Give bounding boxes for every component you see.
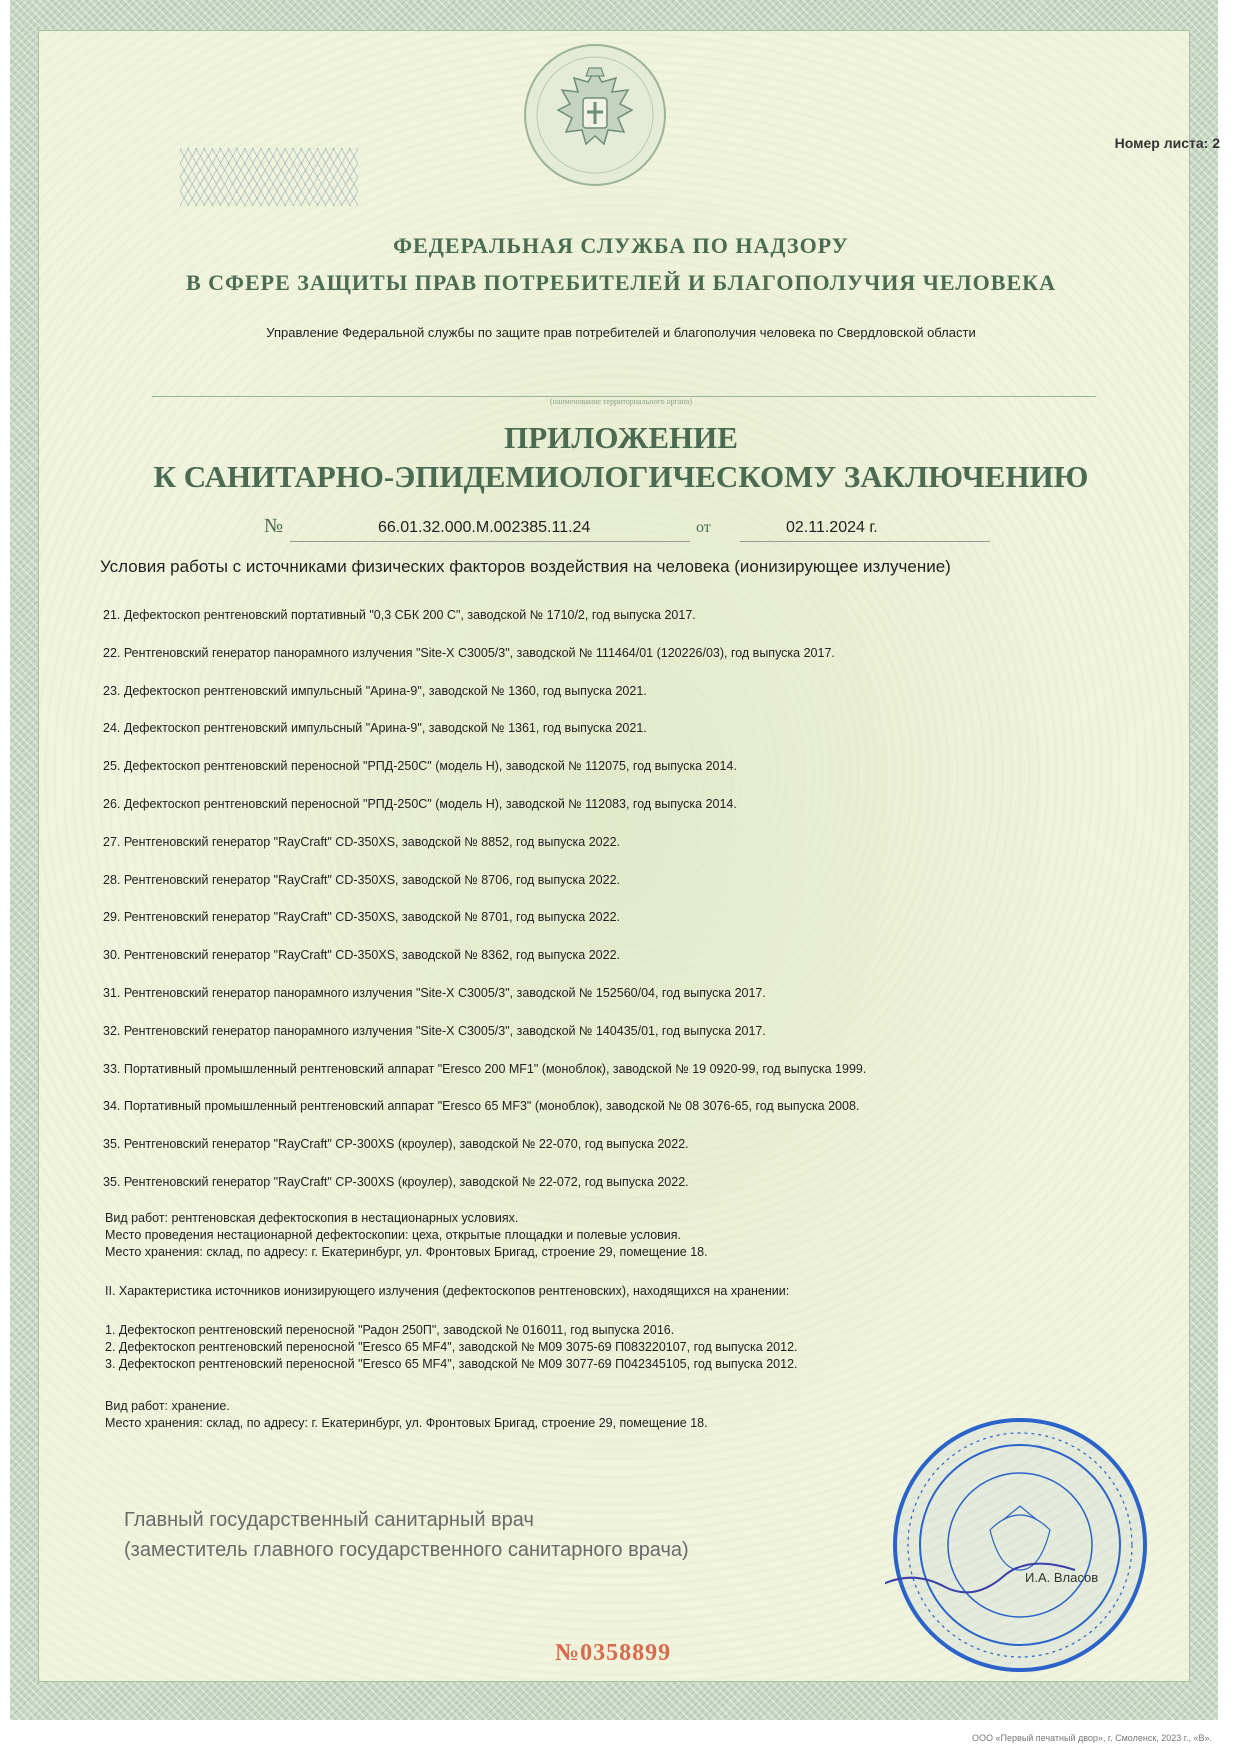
work-conditions-block bbox=[105, 1210, 708, 1261]
list-item: 23. Дефектоскоп рентгеновский импульсный "Арина-9", заводской № 1360, год выпуска 2021. bbox=[103, 683, 647, 698]
list-item: 35. Рентгеновский генератор "RayCraft" CP-300XS (кроулер), заводской № 22-070, год выпуска 2022. bbox=[103, 1137, 689, 1152]
date-from-label: от bbox=[696, 519, 711, 536]
sheet-number: Номер листа: 2 bbox=[1114, 135, 1220, 151]
storage-block bbox=[105, 1398, 708, 1432]
list-item: 27. Рентгеновский генератор "RayCraft" CD-350XS, заводской № 8852, год выпуска 2022. bbox=[103, 834, 620, 849]
document-title-line2: К САНИТАРНО-ЭПИДЕМИОЛОГИЧЕСКОМУ ЗАКЛЮЧЕНИЮ bbox=[153, 459, 1089, 494]
list-item: 35. Рентгеновский генератор "RayCraft" CP-300XS (кроулер), заводской № 22-072, год выпуска 2022. bbox=[103, 1174, 689, 1189]
section2-heading: II. Характеристика источников ионизирующего излучения (дефектоскопов рентгеновских), находящихся на хранении: bbox=[105, 1284, 790, 1298]
list-item: 21. Дефектоскоп рентгеновский портативный "0,3 СБК 200 С", заводской № 1710/2, год выпуска 2017. bbox=[103, 608, 696, 622]
office-caption: (наименование территориального органа) bbox=[550, 397, 692, 406]
storage-location: Место хранения: склад, по адресу: г. Екатеринбург, ул. Фронтовых Бригад, строение 29, помещение 18. bbox=[105, 1245, 708, 1259]
list-item: 22. Рентгеновский генератор панорамного излучения "Site-X C3005/3", заводской № 111464/01 (120226/03), год выпуска 2017. bbox=[103, 645, 835, 660]
storage-address: Место хранения: склад, по адресу: г. Екатеринбург, ул. Фронтовых Бригад, строение 29, помещение 18. bbox=[105, 1416, 708, 1430]
form-serial-number: №0358899 bbox=[555, 1640, 672, 1666]
agency-title-line2: В СФЕРЕ ЗАЩИТЫ ПРАВ ПОТРЕБИТЕЛЕЙ И БЛАГОПОЛУЧИЯ ЧЕЛОВЕКА bbox=[186, 270, 1056, 295]
list-item: 25. Дефектоскоп рентгеновский переносной "РПД-250С" (модель Н), заводской № 112075, год выпуска 2014. bbox=[103, 759, 737, 774]
list-item: 28. Рентгеновский генератор "RayCraft" CD-350XS, заводской № 8706, год выпуска 2022. bbox=[103, 872, 620, 887]
list-item: 26. Дефектоскоп рентгеновский переносной "РПД-250С" (модель Н), заводской № 112083, год выпуска 2014. bbox=[103, 796, 737, 811]
signer-line2: (заместитель главного государственного санитарного врача) bbox=[124, 1539, 689, 1561]
security-pattern-box bbox=[180, 148, 358, 206]
list-item: 29. Рентгеновский генератор "RayCraft" CD-350XS, заводской № 8701, год выпуска 2022. bbox=[103, 910, 620, 925]
conditions-heading: Условия работы с источниками физических факторов воздействия на человека (ионизирующее излучение) bbox=[100, 557, 951, 576]
printer-imprint: ООО «Первый печатный двор», г. Смоленск, 2023 г., «В». bbox=[972, 1733, 1212, 1743]
territorial-office: Управление Федеральной службы по защите прав потребителей и благополучия человека по Свердловской области bbox=[266, 325, 976, 340]
list-item: 33. Портативный промышленный рентгеновский аппарат "Eresco 200 MF1" (моноблок), заводской № 19 0920-99, год выпуска 1999. bbox=[103, 1061, 867, 1076]
date-underline bbox=[740, 541, 990, 542]
official-stamp-icon bbox=[885, 1410, 1155, 1680]
list-item: 1. Дефектоскоп рентгеновский переносной "Радон 250П", заводской № 016011, год выпуска 2016. bbox=[105, 1323, 675, 1337]
storage-sources-list bbox=[105, 1322, 798, 1373]
conclusion-number: 66.01.32.000.М.002385.11.24 bbox=[378, 519, 591, 536]
sources-list bbox=[103, 608, 866, 1213]
number-symbol: № bbox=[264, 515, 284, 537]
number-underline bbox=[290, 541, 690, 542]
coat-of-arms-emblem-icon bbox=[520, 40, 670, 190]
storage-work-type: Вид работ: хранение. bbox=[105, 1399, 230, 1413]
document-title-line1: ПРИЛОЖЕНИЕ bbox=[504, 420, 738, 455]
list-item: 2. Дефектоскоп рентгеновский переносной "Eresco 65 MF4", заводской № M09 3075-69 П083220107, год выпуска 2012. bbox=[105, 1340, 798, 1354]
list-item: 30. Рентгеновский генератор "RayCraft" CD-350XS, заводской № 8362, год выпуска 2022. bbox=[103, 948, 620, 963]
signer-title bbox=[124, 1505, 689, 1565]
conclusion-date: 02.11.2024 г. bbox=[786, 519, 878, 536]
work-location: Место проведения нестационарной дефектоскопии: цеха, открытые площадки и полевые условия. bbox=[105, 1228, 682, 1242]
list-item: 24. Дефектоскоп рентгеновский импульсный "Арина-9", заводской № 1361, год выпуска 2021. bbox=[103, 721, 647, 736]
signer-line1: Главный государственный санитарный врач bbox=[124, 1509, 534, 1531]
list-item: 32. Рентгеновский генератор панорамного излучения "Site-X C3005/3", заводской № 140435/01, год выпуска 2017. bbox=[103, 1023, 766, 1038]
list-item: 3. Дефектоскоп рентгеновский переносной "Eresco 65 MF4", заводской № M09 3077-69 П042345105, год выпуска 2012. bbox=[105, 1357, 798, 1371]
work-type: Вид работ: рентгеновская дефектоскопия в нестационарных условиях. bbox=[105, 1211, 519, 1225]
list-item: 31. Рентгеновский генератор панорамного излучения "Site-X C3005/3", заводской № 152560/04, год выпуска 2017. bbox=[103, 985, 766, 1000]
signer-name: И.А. Власов bbox=[1025, 1570, 1099, 1585]
list-item: 34. Портативный промышленный рентгеновский аппарат "Eresco 65 MF3" (моноблок), заводской № 08 3076-65, год выпуска 2008. bbox=[103, 1099, 860, 1114]
agency-title-line1: ФЕДЕРАЛЬНАЯ СЛУЖБА ПО НАДЗОРУ bbox=[393, 233, 849, 258]
